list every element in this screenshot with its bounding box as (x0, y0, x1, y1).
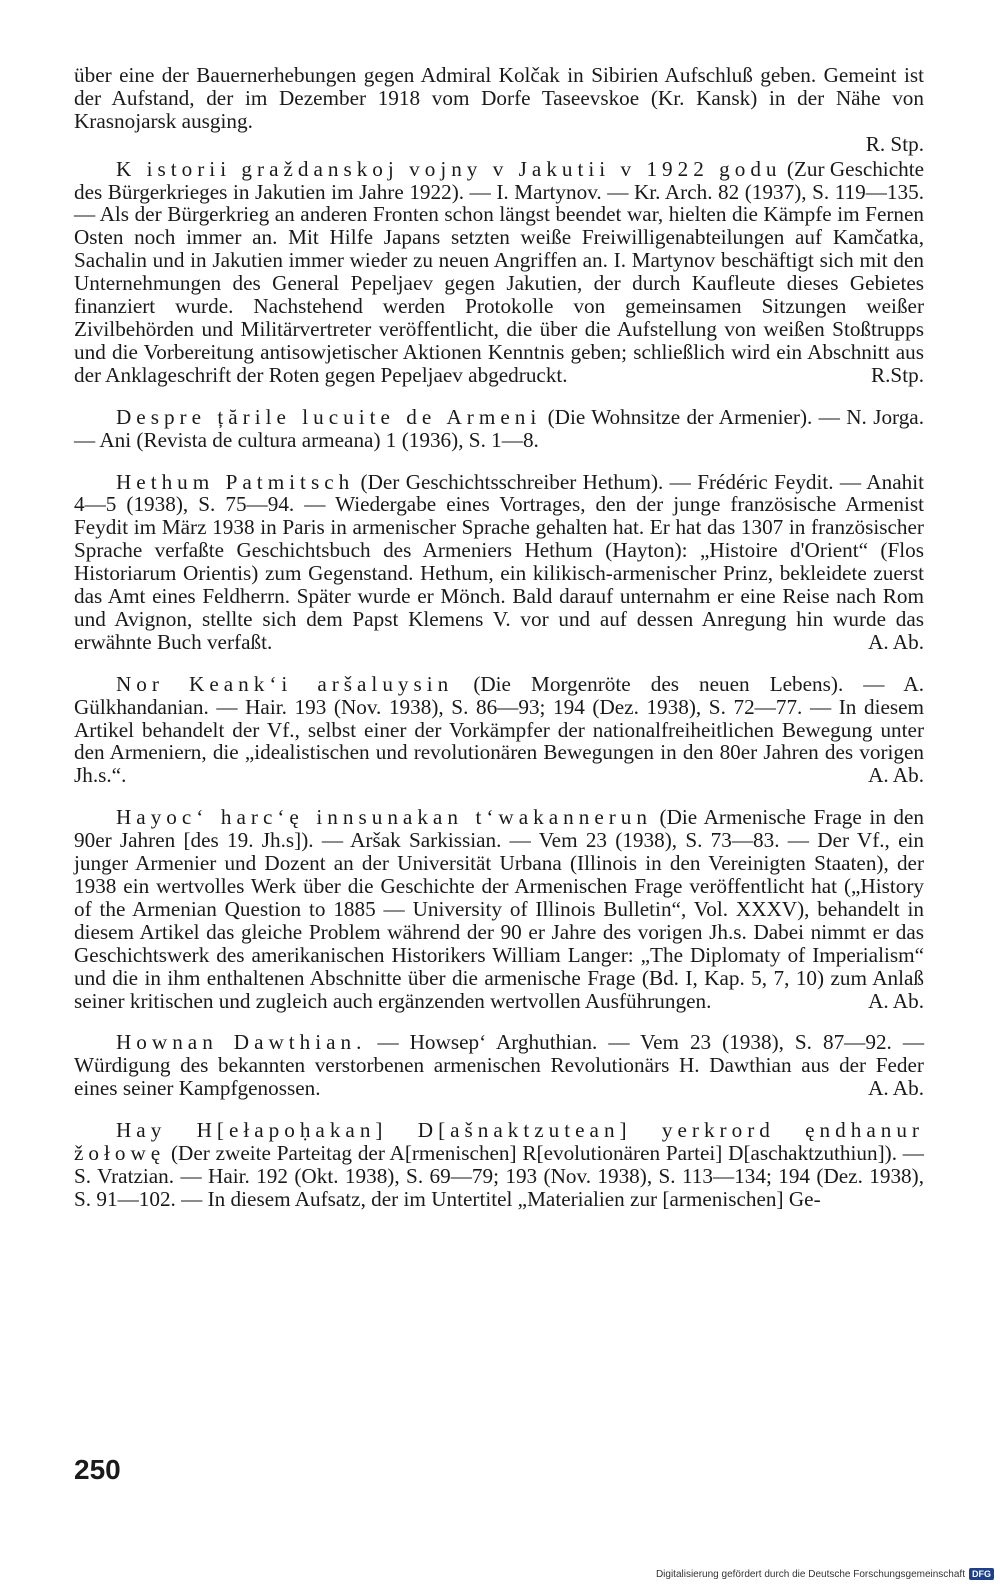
entry-title: Hethum Patmitsch (116, 469, 355, 494)
bibliography-entry (74, 673, 924, 788)
entry-text: (Der zweite Parteitag der A[rmenischen] R[evolutionären Partei] D[aschaktzuthiun]). — S. Vratzian. — Hair. 192 (Okt. 1938), S. 69—79; 193 (Nov. 1938), S. 113—134; 194 (Dez. 1938), S. 91—102. — In diesem Aufsatz, der im Untertitel „Materialien zur [armenischen] Ge- (74, 1141, 924, 1211)
bibliography-entry (74, 806, 924, 1012)
entry-paragraph (74, 158, 924, 387)
entry-paragraph (74, 406, 924, 452)
entry-text: (Der Geschichtsschreiber Hethum). — Frédéric Feydit. — Anahit 4—5 (1938), S. 75—94. — Wiedergabe eines Vortrages, den der junge französische Armenist Feydit im März 1938 in Paris in armenischer Sprache gehalten hat. Er hat das 1307 in französischer Sprache verfaßte Geschichtsbuch des Armeniers Hethum (Hayton): „Histoire d'Orient“ (Flos Historiarum Orientis) zum Gegenstand. Hethum, ein kilikisch-armenischer Prinz, bekleidete zuerst das Amt eines Feldherrn. Später wurde er Mönch. Bald darauf unternahm er eine Reise nach Rom und Avignon, stellte sich dem Papst Klemens V. vor und auf dessen Anregung hin wurde das erwähnte Buch verfaßt. (74, 469, 924, 654)
entry-text: (Die Armenische Frage in den 90er Jahren [des 19. Jh.s]). — Aršak Sarkissian. — Vem 23 (1938), S. 73—83. — Der Vf., ein junger Armenier und Dozent an der Universität Urbana (Illinois in den Vereinigten Staaten), der 1938 ein wertvolles Werk über die Geschichte der Armenischen Frage veröffentlicht hat („History of the Armenian Question to 1885 — University of Illinois Bulletin“, Vol. XXXV), behandelt in diesem Artikel das gleiche Problem während der 90 er Jahre des vorigen Jh.s. Dabei nimmt er das Geschichtswerk des amerikanischen Historikers William Langer: „The Diplomaty of Imperialism“ und die in ihm enthaltenen Abschnitte über die armenische Frage (Bd. I, Kap. 5, 7, 10) zum Anlaß seiner kritischen und zugleich auch ergänzenden wertvollen Ausführungen. (74, 805, 924, 1013)
entry-paragraph (74, 806, 924, 1012)
footer-text: Digitalisierung gefördert durch die Deutsche Forschungsgemeinschaft (655, 1568, 965, 1580)
bibliography-entry (74, 158, 924, 387)
entry-paragraph (74, 673, 924, 788)
entry-title: Hayoc‘ harc‘ę innsunakan t‘wakannerun (116, 805, 652, 830)
entry-paragraph (74, 1031, 924, 1100)
entry-title: Hownan Dawthian. (116, 1030, 367, 1055)
entry-title: K istorii graždanskoj vojny v Jakutii v 1922 godu (116, 156, 782, 181)
bibliography-entry (74, 1119, 924, 1211)
entry-signature: R. Stp. (865, 131, 924, 156)
entry-signature: A. Ab. (868, 763, 924, 788)
entry-text: (Die Morgenröte des neuen Lebens). — A. Gülkhandanian. — Hair. 193 (Nov. 1938), S. 86—93; 194 (Dez. 1938), S. 72—77. — In diesem Artikel behandelt der Vf., selbst einer der Vorkämpfer der nationalfreiheitlichen Bewegung unter den Armeniern, die „idealistischen und revolutionären Bewegungen in den 80er Jahren des vorigen Jh.s.“. (74, 671, 924, 788)
entry-paragraph (74, 471, 924, 654)
dfg-logo-icon: DFG (969, 1568, 994, 1580)
entry-signature: A. Ab. (868, 629, 924, 654)
entry-paragraph (74, 64, 924, 133)
page-text-column (74, 64, 924, 1230)
entry-signature: A. Ab. (868, 988, 924, 1013)
bibliography-entry (74, 1031, 924, 1100)
entry-paragraph (74, 1119, 924, 1211)
entry-text: — Howsep‘ Arghuthian. — Vem 23 (1938), S. 87—92. — Würdigung des bekannten verstorbenen armenischen Revolutionärs H. Dawthian aus der Feder eines seiner Kampfgenossen. (74, 1030, 925, 1101)
entry-title: Despre țările lucuite de Armeni (116, 404, 542, 429)
entry-text: (Die Wohnsitze der Armenier). — N. Jorga. — Ani (Revista de cultura armeana) 1 (1936), S. 1—8. (74, 404, 924, 452)
entry-signature: A. Ab. (868, 1076, 924, 1101)
entry-text: (Zur Geschichte des Bürgerkrieges in Jakutien im Jahre 1922). — I. Martynov. — Kr. Arch. 82 (1937), S. 119—135. — Als der Bürgerkrieg an anderen Fronten schon längst beendet war, hielten die Kämpfe im Fernen Osten noch immer an. Mit Hilfe Japans setzten weiße Freiwilligenabteilungen auf Kamčatka, Sachalin und in Jakutien immer wieder zu neuen Angriffen an. I. Martynov beschäftigt sich mit den Unternehmungen des General Pepeljaev gegen Jakutien, der durch Kaufleute dieses Gebietes finanziert wurde. Nachstehend werden Protokolle von gemeinsamen Sitzungen weißer Zivilbehörden und Militärvertreter veröffentlicht, die über die Aufstellung von weißen Stoßtrupps und die Vorbereitung antisowjetischer Aktionen Kenntnis geben; schließlich wird ein Abschnitt aus der Anklageschrift der Roten gegen Pepeljaev abgedruckt. (74, 156, 924, 387)
entry-continuation (74, 64, 924, 156)
entry-title: Nor Keank‘i aršaluysin (116, 671, 454, 696)
page-number: 250 (74, 1454, 121, 1485)
entry-signature: R.Stp. (871, 362, 924, 387)
entry-title: Hay H[ełapoḥakan] D[ašnaktzutean] yerkrord ęndhanur žołowę (74, 1118, 924, 1166)
entry-text: über eine der Bauernerhebungen gegen Admiral Kolčak in Sibirien Aufschluß geben. Gemeint ist der Aufstand, der im Dezember 1918 vom Dorfe Taseevskoe (Kr. Kansk) in der Nähe von Krasnojarsk ausging. (74, 63, 924, 133)
bibliography-entry (74, 471, 924, 654)
digitization-footer (656, 1568, 994, 1580)
bibliography-entry (74, 406, 924, 452)
